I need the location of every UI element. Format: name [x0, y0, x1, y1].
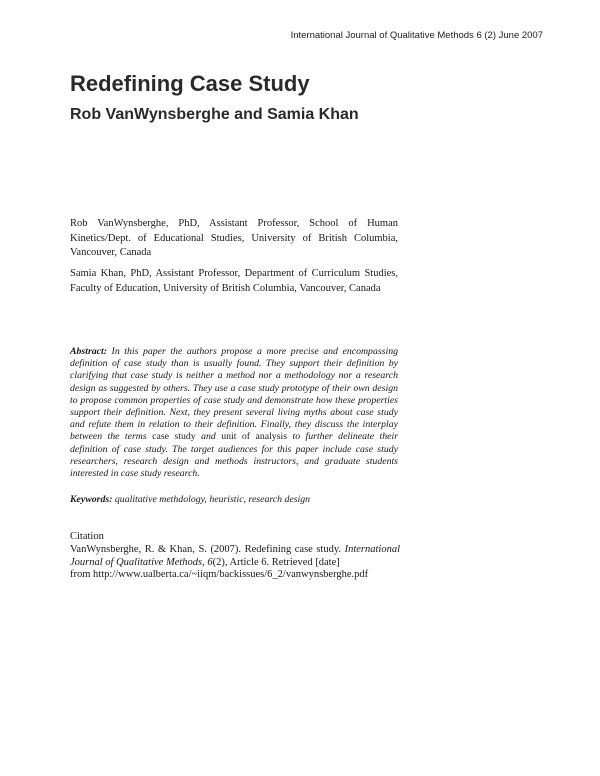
citation-url-line: from http://www.ualberta.ca/~iiqm/backissues/6_2/vanwynsberghe.pdf [70, 569, 369, 581]
abstract-text-1: In this paper the authors propose a more precise and encompassing definition of case study than is usually found. They support their definition by clarifying that case study is neither a method nor a methodology nor a research design as suggested by others. They use a case study prototype of their own design to propose common properties of case study and demonstrate how these properties support their definition. Next, they present several living myths about case study and refute them in relation to their definition. Finally, they discuss the interplay between the terms [70, 346, 398, 443]
citation-part-1: VanWynsberghe, R. & Khan, S. (2007). Redefining case study. [70, 543, 345, 555]
citation-part-3: (2), Article 6. Retrieved [date] [212, 556, 340, 568]
abstract-term-case-study: case study [152, 431, 196, 443]
abstract-text-3: to further delineate their definition of case study. The target audiences for this paper include case study researchers, research design and methods instructors, and graduate students interested in case study research. [70, 431, 399, 480]
affiliation-1: Rob VanWynsberghe, PhD, Assistant Professor, School of Human Kinetics/Dept. of Educational Studies, University of British Columbia, Vancouver, Canada [70, 218, 398, 259]
abstract-label: Abstract: [70, 346, 108, 357]
citation-part-2: , [202, 556, 208, 568]
paper-authors: Rob VanWynsberghe and Samia Khan [70, 106, 359, 123]
keywords [70, 494, 398, 505]
abstract [70, 346, 398, 480]
abstract-term-unit-of-analysis: unit of analysis [221, 431, 288, 443]
citation-volume: 6 [207, 556, 213, 568]
abstract-text-2: and [195, 431, 222, 443]
running-header: International Journal of Qualitative Methods 6 (2) June 2007 [290, 30, 543, 41]
citation-body [70, 544, 400, 570]
citation-journal: International Journal of Qualitative Methods [70, 543, 400, 568]
keywords-label: Keywords: [70, 494, 113, 505]
citation [70, 531, 400, 582]
paper-title: Redefining Case Study [70, 71, 310, 96]
affiliation-2: Samia Khan, PhD, Assistant Professor, Department of Curriculum Studies, Faculty of Education, University of British Columbia, Vancouver, Canada [70, 268, 398, 294]
keywords-text: qualitative methdology, heuristic, research design [112, 494, 311, 505]
citation-heading: Citation [70, 531, 104, 542]
